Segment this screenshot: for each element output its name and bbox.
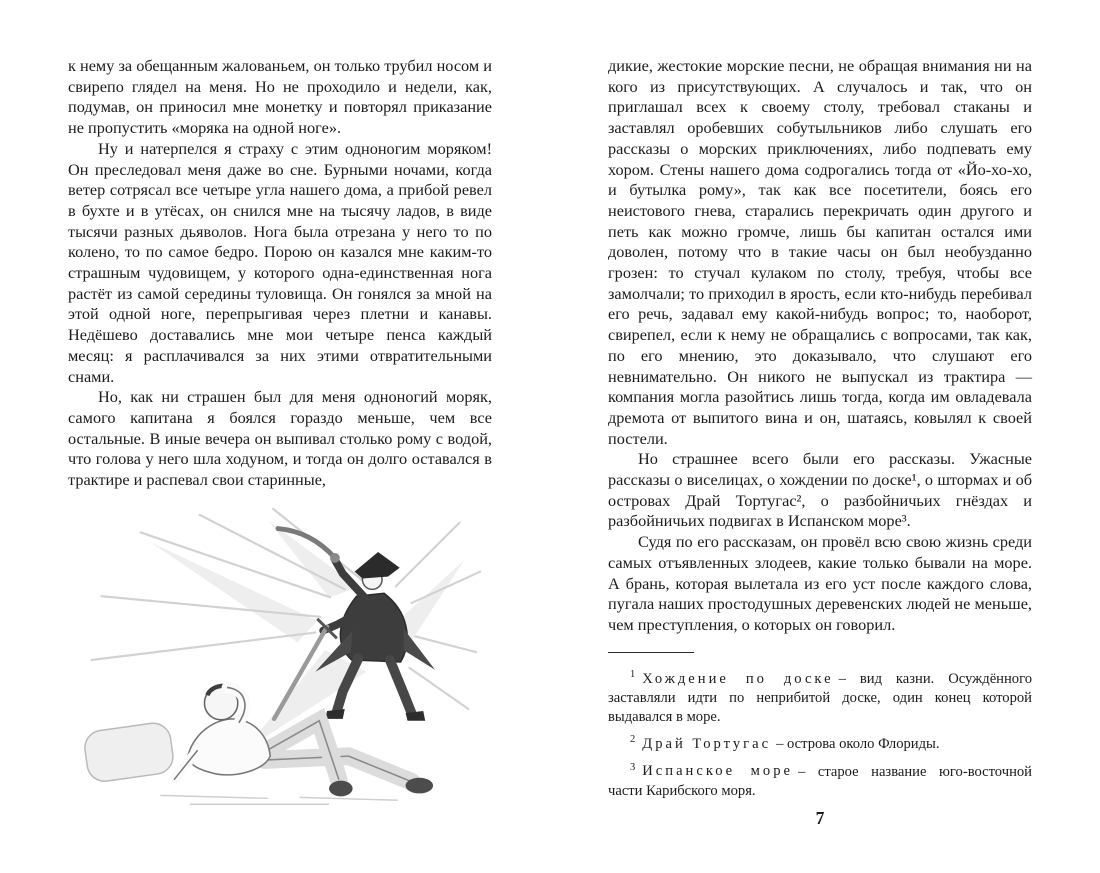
page-number: 7	[815, 808, 825, 828]
pirate-dream-sketch	[68, 503, 492, 815]
footnote-term: Хождение по доске	[642, 670, 834, 687]
footnote-term: Испанское море	[642, 763, 793, 780]
footnote-definition: – вид казни. Осуждённого заставляли идти по неприбитой доске, один конец которой выдавался в море.	[608, 670, 1033, 726]
paragraph: дикие, жестокие морские песни, не обращая внимания ни на кого из присутствующих. А случалось и так, что он приглашал всех к своему столу, требовал стаканы и заставлял оробевших собутыльников либо слушать его рассказы о морских приключениях, либо подпевать ему хором. Стены нашего дома содрогались тогда от «Йо-хо-хо, и бутылка рому», так как все посетители, боясь его неистового гнева, старались перекричать один другого и петь как можно громче, лишь бы капитан остался ими доволен, потому что в такие часы он был необузданно грозен: то стучал кулаком по столу, требуя, чтобы все замолчали; то приходил в ярость, если кто-нибудь перебивал его речь, задавал ему какой-нибудь вопрос; то, наоборот, свирепел, если к нему не обращались с вопросами, так как, по его мнению, это доказывало, что слушают его невнимательно. Он никого не выпускал из трактира — компания могла разойтись лишь тогда, когда им овладевала дремота от выпитого вина и он, шатаясь, ковылял к своей постели.	[608, 56, 1032, 448]
paragraph: Ну и натерпелся я страху с этим одноногим моряком! Он преследовал меня даже во сне. Бурными ночами, когда ветер сотрясал все четыре угла нашего дома, а прибой ревел в бухте и в утёсах, он снился мне на тысячу ладов, в виде тысячи разных дьяволов. Нога была отрезана у него то по колено, то по самое бедро. Порою он казался мне каким-то страшным чудовищем, у которого одна-единственная нога растёт из самой середины туловища. Он гонялся за мной на этой одной ноге, перепрыгивая через плетни и канавы. Недёшево доставались мне мои четыре пенса каждый месяц: я расплачивался за них этими отвратительными снами.	[68, 138, 492, 386]
right-column	[608, 56, 1032, 804]
footnote	[608, 758, 1032, 801]
paragraph: Но, как ни страшен был для меня одноногий моряк, самого капитана я боялся гораздо меньше, чем все остальные. В иные вечера он выпивал столько рому с водой, что голова у него шла ходуном, и тогда он долго оставался в трактире и распевал свои старинные,	[68, 387, 492, 490]
footnote-definition: – острова около Флориды.	[776, 736, 940, 753]
footnote	[608, 665, 1032, 728]
paragraph: к нему за обещанным жалованьем, он только трубил носом и свирепо глядел на меня. Но не проходило и недели, как, подумав, он приносил мне монетку и повторял приказание не пропустить «моряка на одной ноге».	[68, 56, 492, 138]
paragraph: Но страшнее всего были его рассказы. Ужасные рассказы о виселицах, о хождении по доске¹, о штормах и об островах Драй Тортугас², о разбойничьих гнёздах и разбойничьих подвигах в Испанском море³.	[608, 449, 1032, 531]
footnote-marker: 2	[630, 734, 636, 746]
footnote-term: Драй Тортугас	[642, 736, 772, 753]
paragraph: Судя по его рассказам, он провёл всю свою жизнь среди самых отъявленных злодеев, какие только бывали на море. А брань, которая вылетала из его уст после каждого слова, пугала наших простодушных деревенских людей не меньше, чем преступления, о которых он говорил.	[608, 532, 1032, 634]
footnote-marker: 3	[630, 761, 636, 773]
footnote	[608, 730, 1032, 754]
dream-pirate-illustration	[68, 503, 492, 815]
footnote-definition: – старое название юго-восточной части Карибского моря.	[608, 763, 1032, 799]
left-column	[68, 56, 492, 815]
sleeping-man-figure	[83, 686, 433, 804]
footnote-marker: 1	[630, 668, 636, 680]
footnote-separator	[608, 652, 694, 653]
